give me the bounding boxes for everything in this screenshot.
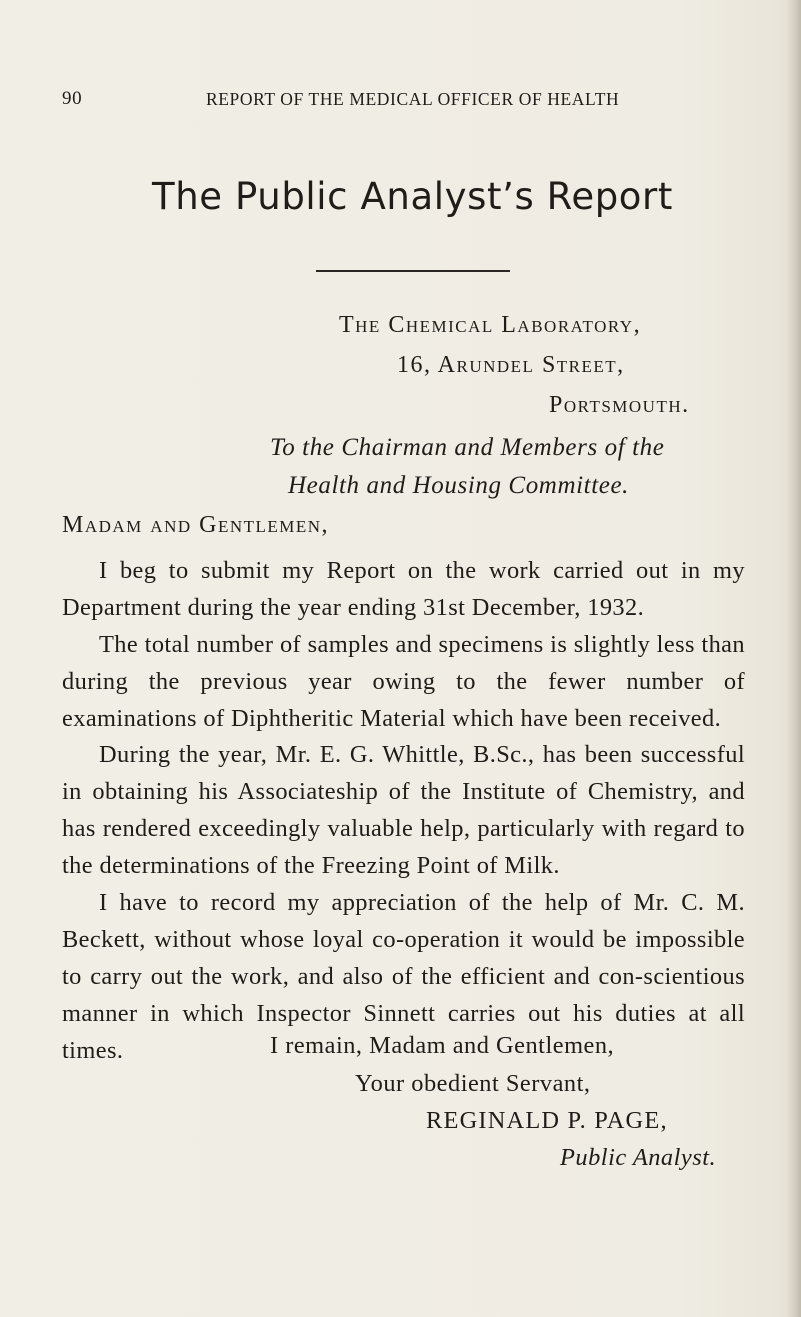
paragraph bbox=[62, 736, 745, 884]
paragraph-text: During the year, Mr. E. G. Whittle, B.Sc., has been successful in obtaining his Associateship of the Institute of Chemistry, and has rendered exceedingly valuable help, particularly with regard to the determinations of the Freezing Point of Milk. bbox=[62, 741, 745, 879]
paragraph bbox=[62, 626, 745, 737]
address-line-2: 16, Arundel Street, bbox=[397, 352, 625, 378]
paragraph-text: I have to record my appreciation of the help of Mr. C. M. Beckett, without whose loyal co-operation it would be impossible to carry out the work, and also of the efficient and con-scientious manner in which Inspector Sinnett carries out his duties at all times. bbox=[62, 889, 745, 1064]
address-line-1: The Chemical Laboratory, bbox=[339, 312, 642, 338]
paragraph bbox=[62, 552, 745, 626]
closing-line-1: I remain, Madam and Gentlemen, bbox=[270, 1032, 615, 1059]
paragraph-text: I beg to submit my Report on the work carried out in my Department during the year ending 31st December, 1932. bbox=[62, 557, 745, 621]
signature-name: REGINALD P. PAGE, bbox=[426, 1107, 668, 1134]
recipient-line-1: To the Chairman and Members of the bbox=[270, 434, 665, 461]
paragraph-text: The total number of samples and specimens is slightly less than during the previous year owing to the fewer number of examinations of Diphtheritic Material which have been received. bbox=[62, 631, 745, 732]
recipient-line-2: Health and Housing Committee. bbox=[288, 472, 629, 499]
closing-line-2: Your obedient Servant, bbox=[355, 1070, 591, 1097]
page-number: 90 bbox=[62, 88, 83, 109]
report-title: The Public Analyst’s Report bbox=[152, 175, 673, 218]
address-line-3: Portsmouth. bbox=[549, 392, 690, 418]
signature-title: Public Analyst. bbox=[560, 1144, 717, 1171]
title-divider bbox=[316, 270, 510, 272]
running-title: REPORT OF THE MEDICAL OFFICER OF HEALTH bbox=[206, 89, 620, 109]
salutation: Madam and Gentlemen, bbox=[62, 512, 330, 538]
